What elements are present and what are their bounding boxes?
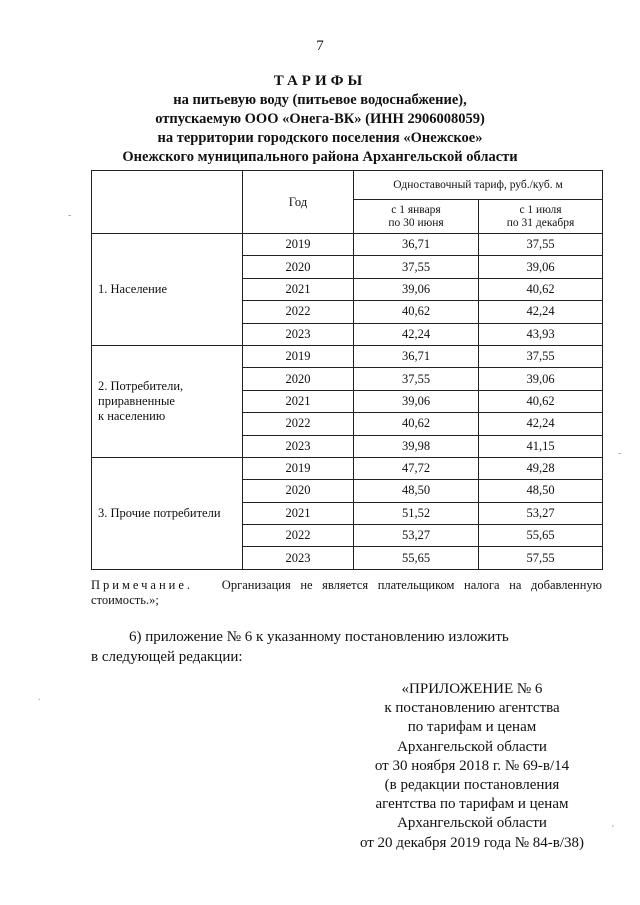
tariff-h2-cell: 39,06 — [479, 368, 603, 390]
paragraph-line-2: в следующей редакции: — [91, 649, 243, 665]
year-cell: 2022 — [243, 413, 354, 435]
tariff-table — [91, 170, 603, 570]
appendix-line: (в редакции постановления — [384, 777, 560, 794]
header-period-2-to: по 31 декабря — [506, 216, 575, 229]
scan-mark: ' — [612, 824, 614, 835]
paragraph-line-1: 6) приложение № 6 к указанному постановлению изложить — [129, 629, 509, 645]
category-label: к населению — [98, 408, 166, 423]
tariff-h1-cell: 40,62 — [354, 301, 479, 323]
year-cell: 2021 — [243, 390, 354, 412]
header-year: Год — [243, 171, 354, 234]
tariff-h2-cell: 42,24 — [479, 413, 603, 435]
scan-mark: - — [618, 448, 622, 459]
scan-mark: . — [38, 692, 41, 703]
header-period-1-from: с 1 января — [391, 203, 441, 216]
tariff-h2-cell: 43,93 — [479, 323, 603, 345]
tariff-h1-cell: 36,71 — [354, 234, 479, 256]
header-tariff: Одноставочный тариф, руб./куб. м — [354, 171, 603, 200]
tariff-h2-cell: 37,55 — [479, 345, 603, 367]
title-line-1: на питьевую воду (питьевое водоснабжение), — [173, 92, 467, 108]
year-cell: 2021 — [243, 278, 354, 300]
tariff-h2-cell: 49,28 — [479, 457, 603, 479]
year-cell: 2019 — [243, 234, 354, 256]
year-cell: 2023 — [243, 547, 354, 569]
year-cell: 2021 — [243, 502, 354, 524]
year-cell: 2023 — [243, 435, 354, 457]
appendix-line: от 30 ноября 2018 г. № 69-в/14 — [374, 757, 570, 774]
appendix-line: по тарифам и ценам — [407, 719, 537, 736]
header-period-1 — [354, 200, 479, 234]
appendix-line: Архангельской области — [397, 815, 547, 832]
title-main: ТАРИФЫ — [273, 73, 367, 89]
tariff-h2-cell: 55,65 — [479, 525, 603, 547]
category-cell — [92, 234, 243, 346]
tariff-h2-cell: 40,62 — [479, 278, 603, 300]
table-row — [92, 345, 603, 367]
category-cell — [92, 345, 243, 457]
appendix-line: от 20 декабря 2019 года № 84-в/38) — [359, 834, 585, 851]
category-label: 1. Население — [98, 281, 168, 296]
appendix-line: «ПРИЛОЖЕНИЕ № 6 — [401, 681, 543, 697]
tariff-h1-cell: 42,24 — [354, 323, 479, 345]
category-label: 3. Прочие потребители — [98, 505, 221, 520]
title-line-3: на территории городского поселения «Онежское» — [157, 130, 483, 146]
header-period-2-from: с 1 июля — [519, 203, 562, 216]
tariff-h2-cell: 37,55 — [479, 234, 603, 256]
note — [91, 578, 602, 608]
title-line-2: отпускаемую ООО «Онега-ВК» (ИНН 2906008059) — [155, 111, 485, 127]
tariff-h1-cell: 53,27 — [354, 525, 479, 547]
year-cell: 2022 — [243, 525, 354, 547]
tariff-h1-cell: 37,55 — [354, 256, 479, 278]
scan-mark: - — [68, 210, 72, 221]
table-row — [92, 457, 603, 479]
tariff-h2-cell: 40,62 — [479, 390, 603, 412]
year-cell: 2019 — [243, 345, 354, 367]
tariff-h1-cell: 40,62 — [354, 413, 479, 435]
tariff-h1-cell: 37,55 — [354, 368, 479, 390]
header-period-2 — [479, 200, 603, 234]
tariff-h1-cell: 39,06 — [354, 390, 479, 412]
appendix-line: Архангельской области — [397, 738, 547, 755]
year-cell: 2023 — [243, 323, 354, 345]
tariff-h1-cell: 51,52 — [354, 502, 479, 524]
tariff-h1-cell: 48,50 — [354, 480, 479, 502]
appendix-line: к постановлению агентства — [384, 700, 560, 717]
tariff-h1-cell: 39,06 — [354, 278, 479, 300]
tariff-h2-cell: 48,50 — [479, 480, 603, 502]
tariff-h2-cell: 39,06 — [479, 256, 603, 278]
note-text: Организация не является плательщиком налога на добавленную стоимость.»; — [91, 578, 602, 607]
tariff-h2-cell: 41,15 — [479, 435, 603, 457]
note-label: Примечание. — [91, 578, 194, 592]
tariff-h2-cell: 57,55 — [479, 547, 603, 569]
page-number: 7 — [316, 38, 324, 54]
header-period-1-to: по 30 июня — [388, 216, 444, 229]
year-cell: 2020 — [243, 256, 354, 278]
appendix-header — [322, 680, 622, 853]
appendix-line: агентства по тарифам и ценам — [375, 796, 569, 813]
tariff-h2-cell: 53,27 — [479, 502, 603, 524]
year-cell: 2020 — [243, 480, 354, 502]
tariff-h1-cell: 36,71 — [354, 345, 479, 367]
table-row — [92, 234, 603, 256]
tariff-h1-cell: 55,65 — [354, 547, 479, 569]
tariff-h1-cell: 39,98 — [354, 435, 479, 457]
tariff-h1-cell: 47,72 — [354, 457, 479, 479]
category-label: приравненные — [98, 393, 175, 408]
amendment-paragraph — [91, 627, 602, 667]
document-title — [60, 72, 580, 167]
category-label: 2. Потребители, — [98, 378, 184, 393]
header-empty — [92, 171, 243, 234]
tariff-h2-cell: 42,24 — [479, 301, 603, 323]
year-cell: 2019 — [243, 457, 354, 479]
year-cell: 2022 — [243, 301, 354, 323]
category-cell — [92, 457, 243, 569]
title-line-4: Онежского муниципального района Архангельской области — [122, 149, 518, 165]
year-cell: 2020 — [243, 368, 354, 390]
